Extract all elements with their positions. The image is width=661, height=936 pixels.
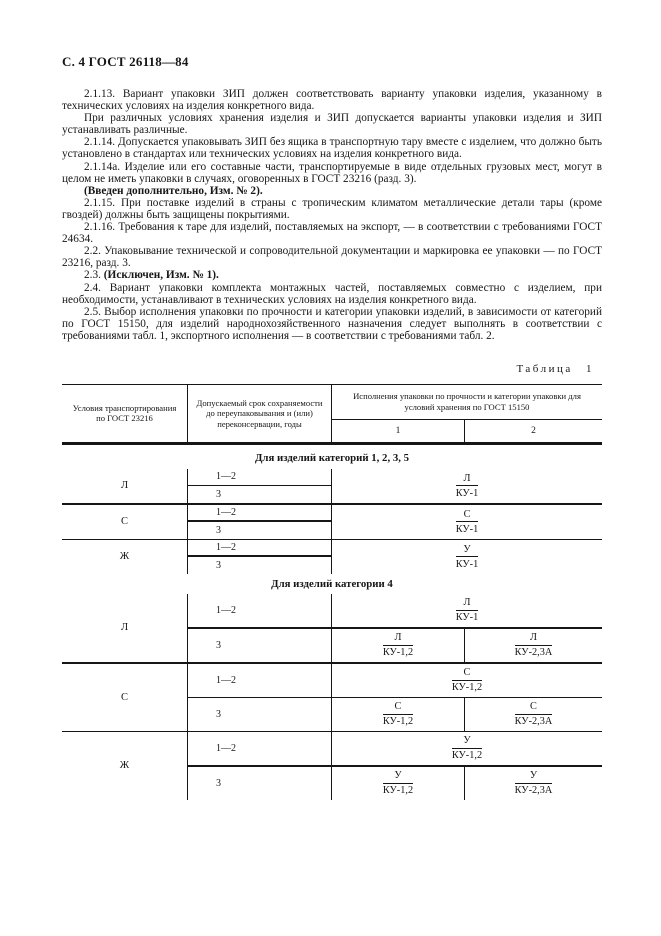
header-storage-term: Допускаемый срок сохраняемости до переупаковывания и (или) переконсервации, годы: [188, 385, 332, 442]
fraction: [383, 701, 413, 727]
fraction-numerator: У: [383, 770, 413, 784]
term-cell: 1—2: [188, 664, 332, 697]
transport-condition-cell: Л: [62, 469, 188, 503]
packing-value-cell: [465, 629, 602, 662]
fraction-numerator: С: [452, 667, 482, 681]
paragraph: 2.4. Вариант упаковки комплекта монтажных частей, поставляемых совместно с изделием, при необходимости, устанавливают в технических условиях на изделия конкретного вида.: [62, 281, 602, 306]
fraction-denominator: КУ-2,3А: [514, 716, 553, 728]
fraction-numerator: Л: [383, 632, 413, 646]
packing-value-cell: [332, 664, 602, 697]
term-cell: 1—2 3: [188, 505, 332, 539]
transport-condition-cell: С: [62, 505, 188, 539]
table-row: [62, 594, 602, 664]
term-cell: 3: [188, 629, 332, 662]
fraction-numerator: У: [515, 770, 553, 784]
fraction: [456, 597, 479, 623]
paragraph: 2.3. (Исключен, Изм. № 1).: [84, 269, 219, 282]
paragraph: 2.2. Упаковывание технической и сопроводительной документации и маркировка ее упаковки — по ГОСТ 23216, разд. 3.: [62, 245, 602, 270]
packing-value-cell: [332, 540, 602, 574]
sub-row: [188, 698, 602, 731]
fraction: [456, 544, 479, 570]
body-text: [62, 88, 602, 342]
sub-row: [188, 629, 602, 662]
fraction: [456, 509, 479, 535]
term-cell: 1—2: [188, 594, 332, 627]
fraction-numerator: У: [456, 544, 479, 558]
fraction: [456, 473, 479, 499]
term-cell: 1—2 3: [188, 469, 332, 503]
fraction-denominator: КУ-2,3А: [514, 647, 553, 659]
table-row: [62, 664, 602, 732]
fraction-numerator: Л: [456, 473, 479, 487]
header-subcolumn-1: 1: [332, 420, 465, 442]
sub-row: [188, 732, 602, 767]
fraction: [515, 632, 553, 658]
table-label: Таблица 1: [516, 362, 594, 375]
table-section-categories-1-2-3-5: [62, 445, 602, 574]
table-section-category-4: [62, 574, 602, 800]
packing-value-cell: [332, 594, 602, 627]
sub-row: [188, 594, 602, 629]
sub-row: [188, 767, 602, 800]
fraction-denominator: КУ-1,2: [451, 682, 483, 694]
header-packing-subcolumns: [332, 420, 602, 442]
packing-value-cell: [465, 767, 602, 800]
row-body: [188, 664, 602, 731]
packing-value-cell: [332, 732, 602, 765]
page-header: С. 4 ГОСТ 26118—84: [62, 54, 189, 69]
table-1: [62, 384, 602, 800]
paragraph: 2.1.13. Вариант упаковки ЗИП должен соответствовать варианту упаковки изделия, указанному в технических условиях на изделия конкретного вида.: [62, 88, 602, 113]
fraction-denominator: КУ-1,2: [382, 647, 414, 659]
fraction-numerator: С: [456, 509, 479, 523]
section-title: Для изделий категории 4: [271, 577, 393, 590]
header-packing-group: [332, 385, 602, 442]
fraction-numerator: У: [452, 735, 482, 749]
packing-value-cell: [332, 698, 465, 731]
sub-row: [188, 664, 602, 698]
fraction-numerator: С: [515, 701, 553, 715]
fraction-denominator: КУ-1,2: [382, 785, 414, 797]
table-row: [62, 469, 602, 505]
fraction: [515, 701, 553, 727]
term-cell: 1—2: [188, 732, 332, 765]
fraction-numerator: С: [383, 701, 413, 715]
table-row: [62, 540, 602, 574]
packing-value-cell: [332, 469, 602, 503]
paragraph: 2.1.14. Допускается упаковывать ЗИП без ящика в транспортную тару вместе с изделием, что должно быть установлено в стандартах или технических условиях на изделия конкретного вида.: [62, 136, 602, 161]
fraction: [383, 770, 413, 796]
transport-condition-cell: Ж: [62, 540, 188, 574]
header-subcolumn-2: 2: [531, 425, 536, 436]
term-cell: 3: [188, 698, 332, 731]
fraction-denominator: КУ-1: [455, 523, 479, 535]
term-cell: 3: [188, 767, 332, 800]
packing-value-cell: [332, 505, 602, 539]
transport-condition-cell: Ж: [62, 732, 188, 800]
transport-condition-cell: Л: [62, 594, 188, 662]
packing-value-cell: [332, 767, 465, 800]
page-content: [62, 54, 602, 800]
packing-value-cell: [465, 698, 602, 731]
section-title: Для изделий категорий 1, 2, 3, 5: [254, 451, 410, 464]
paragraph: 2.5. Выбор исполнения упаковки по прочности и категории упаковки изделий, в зависимости от категорий по ГОСТ 15150, для изделий народнохозяйственного назначения следует выполнять в соответствии с требованиями табл. 1, экспортного исполнения — в соответствии с требованиями табл. 2.: [62, 305, 602, 342]
fraction: [383, 632, 413, 658]
fraction-denominator: КУ-1,2: [382, 716, 414, 728]
fraction-numerator: Л: [456, 597, 479, 611]
fraction-denominator: КУ-1: [455, 558, 479, 570]
paragraph: 2.1.16. Требования к таре для изделий, поставляемых на экспорт, — в соответствии с требованиями ГОСТ 24634.: [62, 221, 602, 246]
fraction: [515, 770, 553, 796]
fraction: [452, 667, 482, 693]
row-body: [188, 594, 602, 662]
paragraph: (Введен дополнительно, Изм. № 2).: [84, 184, 263, 197]
packing-value-cell: [332, 629, 465, 662]
transport-condition-cell: С: [62, 664, 188, 731]
header-packing-title: Исполнения упаковки по прочности и категории упаковки для условий хранения по ГОСТ 15150: [332, 385, 602, 420]
fraction-denominator: КУ-1: [455, 612, 479, 624]
fraction-denominator: КУ-2,3А: [514, 785, 553, 797]
paragraph: 2.1.14а. Изделие или его составные части, транспортируемые в виде отдельных грузовых мест, могут в целом не иметь упаковки в случаях, оговоренных в ГОСТ 23216 (разд. 3).: [62, 160, 602, 185]
paragraph: При различных условиях хранения изделия и ЗИП допускается варианты упаковки изделия и ЗИП устанавливать различные.: [62, 112, 602, 137]
paragraph: 2.1.15. При поставке изделий в страны с тропическим климатом металлические детали тары (кроме гвоздей) должны быть защищены покрытиями.: [62, 196, 602, 221]
table-row: [62, 505, 602, 540]
fraction-denominator: КУ-1,2: [451, 750, 483, 762]
fraction-numerator: Л: [515, 632, 553, 646]
header-transport-conditions: Условия транспортирования по ГОСТ 23216: [62, 385, 188, 442]
fraction: [452, 735, 482, 761]
term-cell: 1—2 3: [188, 540, 332, 574]
row-body: [188, 732, 602, 800]
table-row: [62, 732, 602, 800]
fraction-denominator: КУ-1: [455, 487, 479, 499]
table-header-row: [62, 384, 602, 445]
